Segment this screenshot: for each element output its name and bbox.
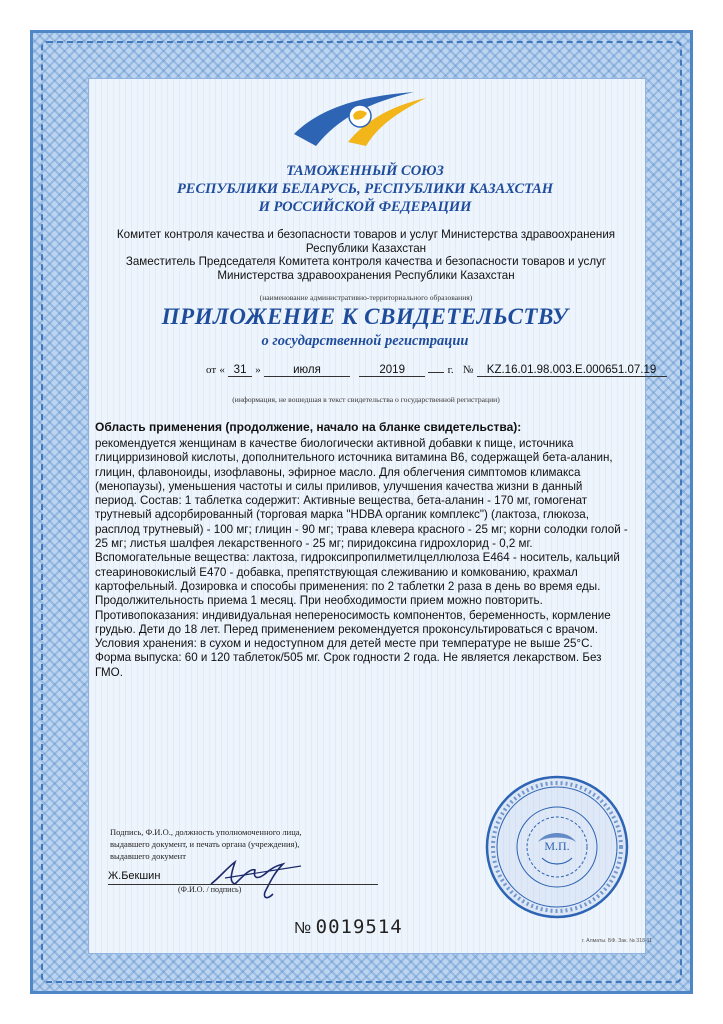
signer-subcaption: (Ф.И.О. / подпись): [178, 885, 242, 894]
official-seal: [482, 772, 632, 922]
body-line: трутневый адсорбированный (торговая марка "HDBA органик комплекс") (лактоза, глюкоза,: [95, 508, 589, 522]
quote-close: »: [255, 364, 261, 376]
caption-line-2: выдавшего документ, и печать органа (учреждения),: [110, 839, 300, 849]
registration-number: KZ.16.01.98.003.E.000651.07.19: [477, 364, 667, 377]
admin-division-note: (наименование административно-территориального образования): [259, 293, 473, 302]
registration-day: 31: [228, 364, 252, 377]
body-line: Противопоказания: индивидуальная непереносимость компонентов, беременность, кормление: [95, 608, 611, 622]
scope-body: [95, 437, 637, 680]
blank-number-sign: №: [294, 920, 312, 937]
body-line: Форма выпуска: 60 и 120 таблеток/505 мг. Срок годности 2 года. Не является лекарством. Без: [95, 651, 602, 665]
year-suffix: г.: [447, 364, 454, 376]
extra-info-note: (информация, не вошедшая в текст свидетельства о государственной регистрации): [232, 395, 500, 404]
union-line-1: ТАМОЖЕННЫЙ СОЮЗ: [286, 163, 444, 179]
body-line: стеариновокислый Е470 - добавка, препятствующая слеживанию и комкованию, крахмал: [95, 565, 578, 579]
document-subtitle: о государственной регистрации: [261, 333, 469, 349]
seal-label: М.П.: [544, 839, 570, 853]
quote-open: «: [219, 364, 225, 376]
body-line: расплод трутневый) - 100 мг; глицин - 90 мг; трава клевера красного - 25 мг; корни солодки голой -: [95, 522, 628, 536]
blank-number-value: 0019514: [315, 916, 403, 938]
registration-month: июля: [264, 364, 350, 377]
year-underline: [428, 372, 444, 373]
body-line: грудью. Дети до 18 лет. Перед применением рекомендуется проконсультироваться с врачом.: [95, 622, 598, 636]
signer-name: Ж.Бекшин: [108, 870, 378, 885]
body-line: ГМО.: [95, 665, 123, 679]
printer-note: г. Алматы. БФ. Зак. № 318-11: [582, 938, 653, 944]
caption-line-3: выдавшего документ: [110, 851, 186, 861]
body-line: глицирризиновой кислоты, дополнительного источника витамина B6, содержащей бета-аланин,: [95, 451, 613, 465]
number-sign: №: [462, 364, 474, 376]
document-title: ПРИЛОЖЕНИЕ К СВИДЕТЕЛЬСТВУ: [161, 304, 569, 329]
scope-heading: Область применения (продолжение, начало на бланке свидетельства):: [95, 420, 522, 434]
body-line: рекомендуется женщинам в качестве биологически активной добавки к пище, источника: [95, 437, 574, 450]
customs-union-logo-icon: [290, 88, 430, 150]
caption-line-1: Подпись, Ф.И.О., должность уполномоченного лица,: [110, 827, 302, 837]
body-line: Продолжительность приема 1 месяц. При необходимости прием можно повторить.: [95, 594, 543, 608]
body-line: картофельный. Дозировка и способы применения: по 2 таблетки 2 раза в день во время еды.: [95, 579, 601, 593]
body-line: Вспомогательные вещества: лактоза, гидроксипропилметилцеллюлоза Е464 - носитель, кальций: [95, 551, 620, 565]
union-line-2: РЕСПУБЛИКИ БЕЛАРУСЬ, РЕСПУБЛИКИ КАЗАХСТАН: [176, 181, 554, 197]
issuing-authority: [96, 228, 636, 282]
registration-year: 2019: [359, 364, 425, 377]
body-line: глицин, флавоноиды, изофлавоны, эфирное масло. Для облегчения симптомов климакса: [95, 465, 581, 479]
blank-number: [294, 916, 454, 938]
body-line: (менопаузы), уменьшения частоты и силы приливов, улучшения качества жизни в данный: [95, 479, 583, 493]
registration-date-line: [206, 364, 667, 382]
committee-line-3: Заместитель Председателя Комитета контроля качества и безопасности товаров и услуг: [125, 255, 607, 268]
committee-line-1: Комитет контроля качества и безопасности товаров и услуг Министерства здравоохранения: [116, 228, 616, 241]
body-line: Условия хранения: в сухом и недоступном для детей месте при температуре не выше 25°C.: [95, 637, 593, 651]
union-line-3: И РОССИЙСКОЙ ФЕДЕРАЦИИ: [258, 199, 472, 215]
customs-union-title: [130, 162, 600, 216]
committee-line-2: Республики Казахстан: [305, 241, 427, 255]
body-line: 25 мг; листья шалфея лекарственного - 25 мг; пиридоксина гидрохлорид - 0,2 мг.: [95, 537, 533, 551]
committee-line-4: Министерства здравоохранения Республики Казахстан: [217, 268, 515, 282]
body-line: период. Состав: 1 таблетка содержит: Активные вещества, бета-аланин - 170 мг, гомогенат: [95, 494, 588, 508]
from-label: от: [206, 364, 217, 376]
